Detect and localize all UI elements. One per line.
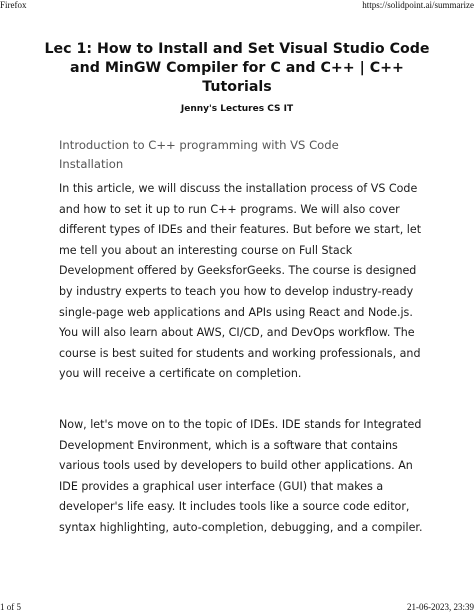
print-footer-timestamp: 21-06-2023, 23:39 bbox=[407, 602, 474, 612]
paragraph-intro: In this article, we will discuss the installation process of VS Code and how to set it up to run C++ programs. We will also cover different types of IDEs and their features. But before we start, let me tell you about an interesting course on Full Stack Development offered by GeeksforGeeks. The course is designed by industry experts to teach you how to develop industry-ready single-page web applications and APIs using React and Node.js. You will also learn about AWS, CI/CD, and DevOps workflow. The course is best suited for students and working professionals, and you will receive a certificate on completion. bbox=[59, 182, 422, 381]
document-title: Lec 1: How to Install and Set Visual Studio Code and MinGW Compiler for C and C++ | C++ Tutorials bbox=[44, 41, 430, 95]
print-footer-page-number: 1 of 5 bbox=[0, 602, 21, 612]
print-header-browser-name: Firefox bbox=[0, 0, 27, 10]
document-author: Jenny's Lectures CS IT bbox=[180, 104, 294, 114]
print-header-url: https://solidpoint.ai/summarize bbox=[362, 0, 474, 10]
paragraph-ides: Now, let's move on to the topic of IDEs. IDE stands for Integrated Development Environment, which is a software that contains various tools used by developers to build other applications. An IDE provides a graphical user interface (GUI) that makes a developer's life easy. It includes tools like a source code editor, syntax highlighting, auto-completion, debugging, and a compiler. bbox=[59, 418, 423, 534]
section-heading: Introduction to C++ programming with VS Code Installation bbox=[59, 138, 339, 171]
